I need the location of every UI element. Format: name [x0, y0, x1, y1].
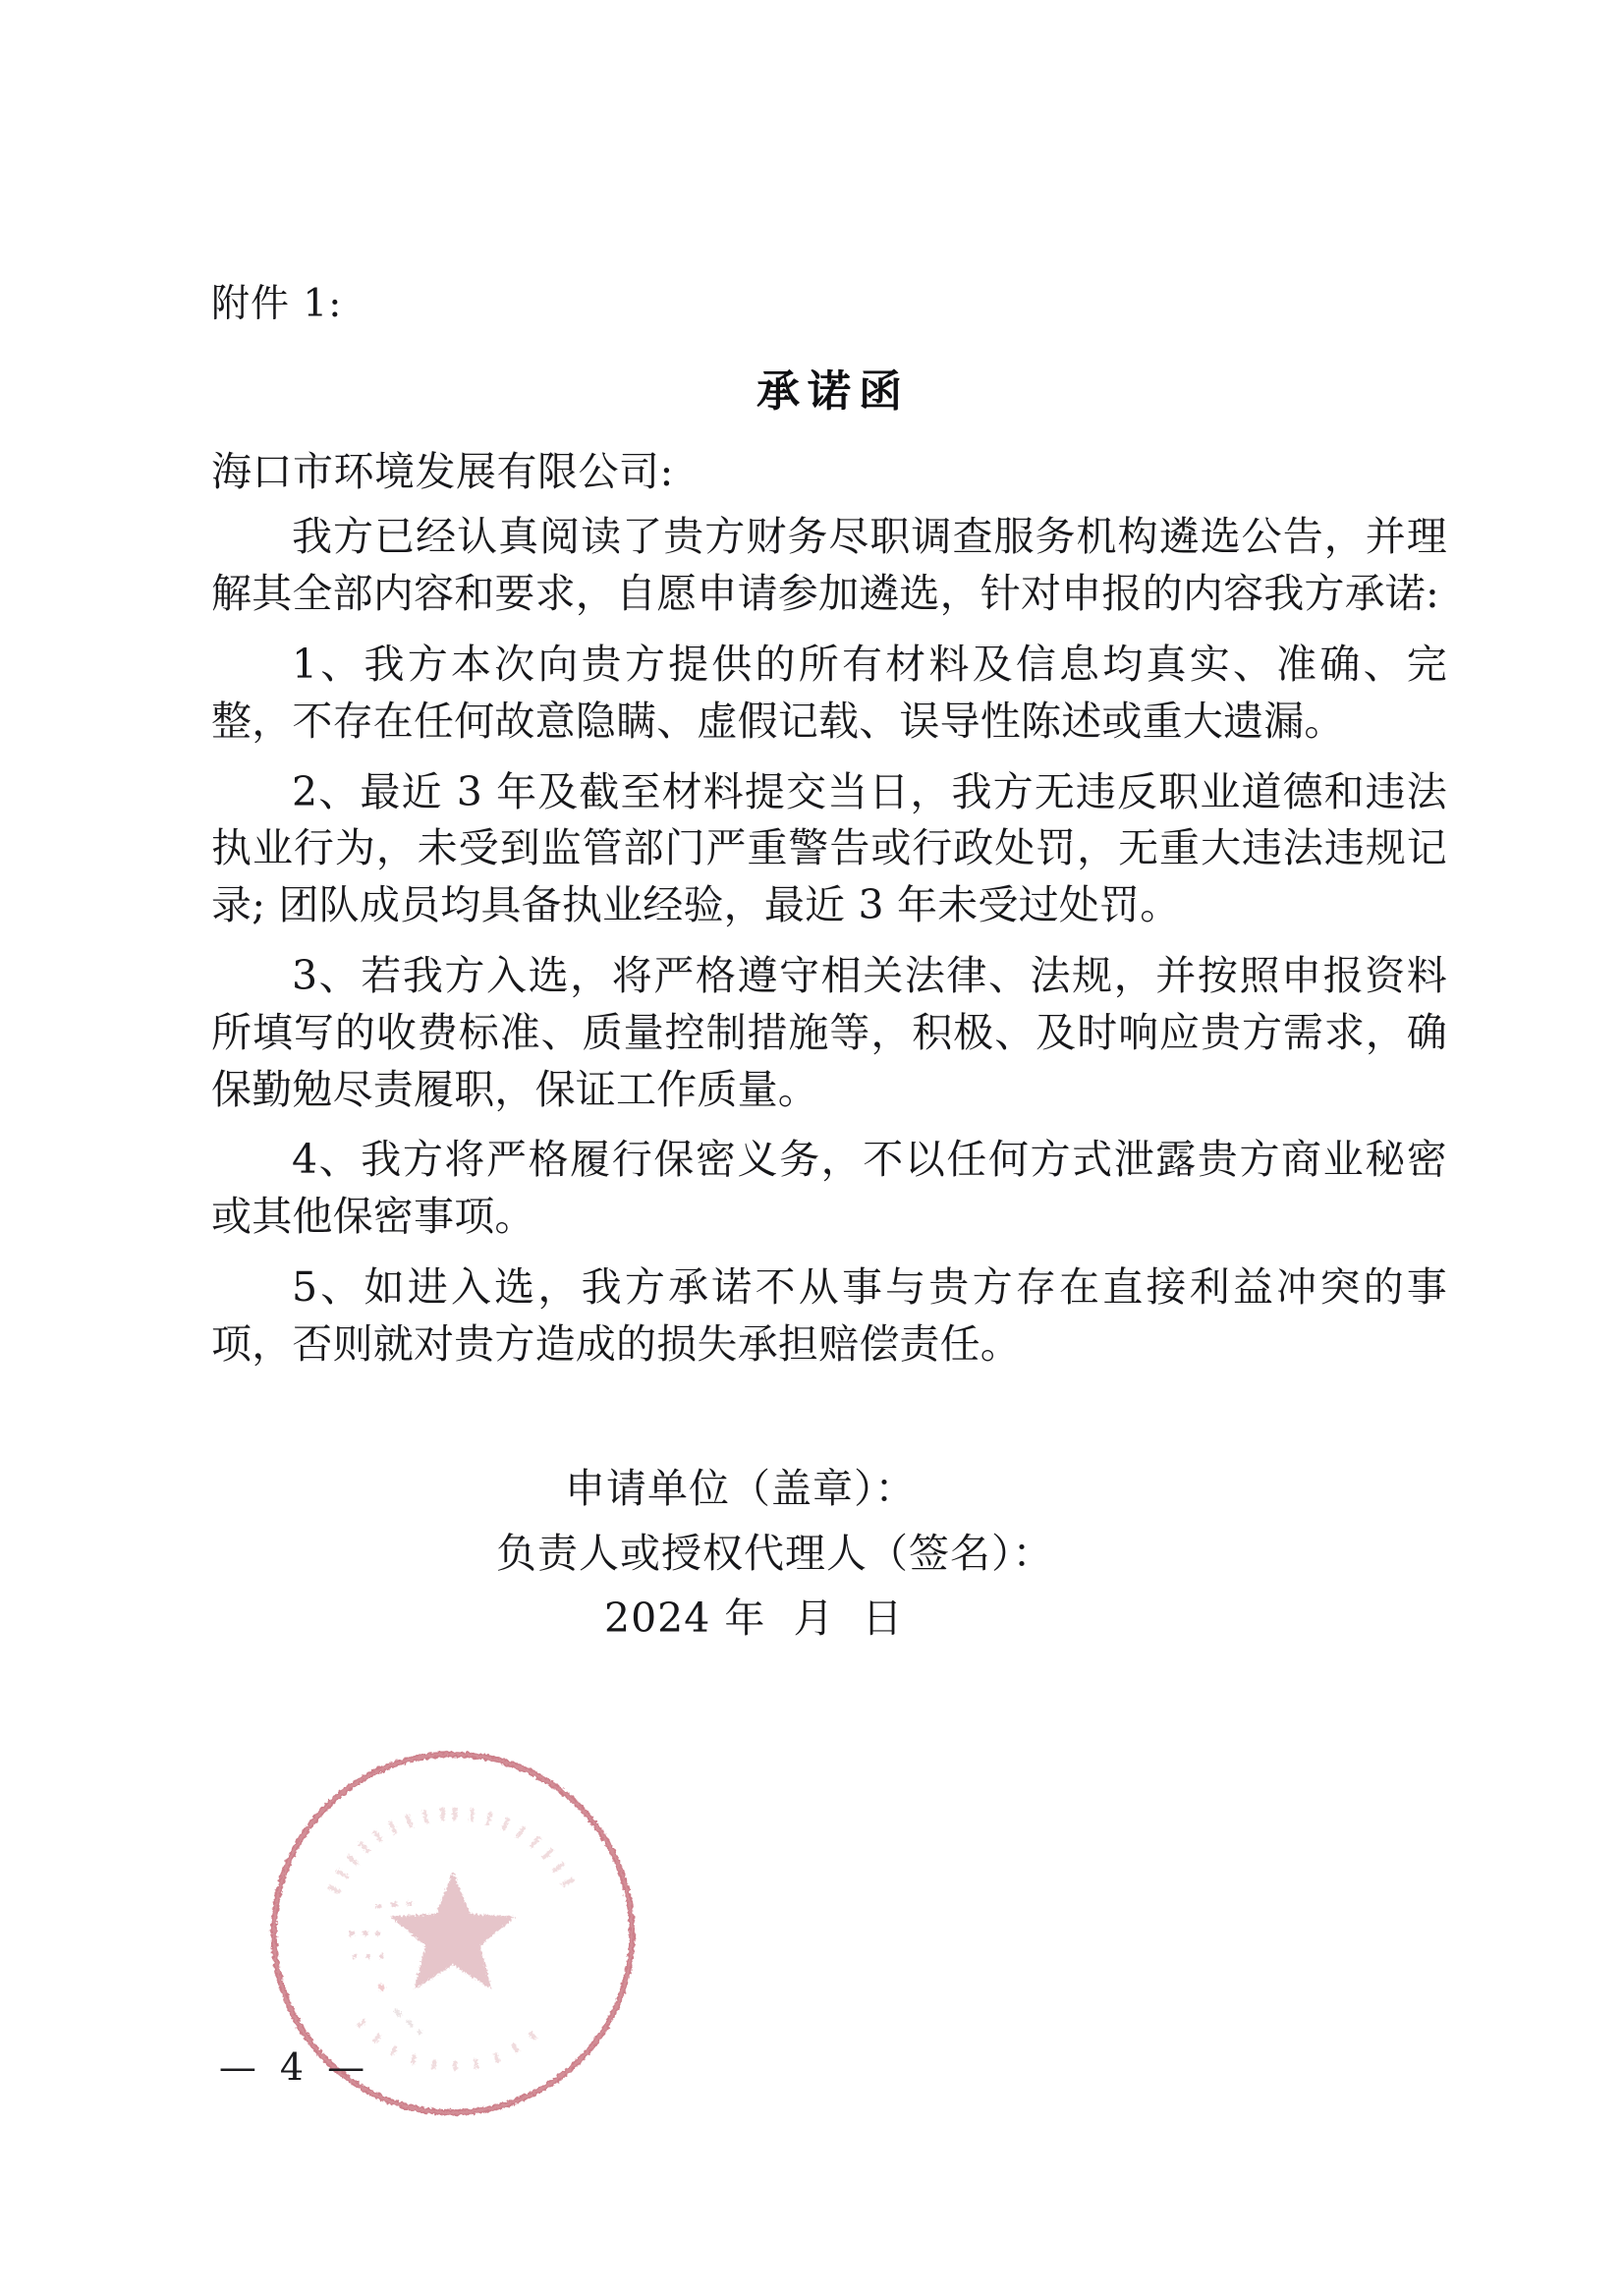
attachment-label: 附件 1:: [211, 282, 343, 326]
signature-date: 2024 年 月 日: [604, 1595, 904, 1643]
document-content: [211, 0, 1447, 1651]
seal-star: [390, 1872, 515, 1989]
seal-arc-text: [333, 1814, 572, 2065]
paragraph-intro: 我方已经认真阅读了贵方财务尽职调查服务机构遴选公告，并理解其全部内容和要求，自愿申请参加遴选，针对申报的内容我方承诺:: [211, 513, 1447, 618]
signature-representative: 负责人或授权代理人（签名）：: [496, 1529, 1054, 1577]
page-title: 承诺函: [756, 366, 910, 417]
paragraph-item-1: 1、我方本次向贵方提供的所有材料及信息均真实、准确、完整，不存在任何故意隐瞒、虚假记载、误导性陈述或重大遗漏。: [211, 640, 1447, 745]
paragraph-item-2: 2、最近 3 年及截至材料提交当日，我方无违反职业道德和违法执业行为，未受到监管部门严重警告或行政处罚，无重大违法违规记录; 团队成员均具备执业经验，最近 3 年未受过处罚。: [211, 767, 1447, 929]
seal-inner-marks: [349, 1903, 421, 2034]
paragraph-item-3: 3、若我方入选，将严格遵守相关法律、法规，并按照申报资料所填写的收费标准、质量控制措施等，积极、及时响应贵方需求，确保勤勉尽责履职，保证工作质量。: [211, 951, 1447, 1113]
signature-block: [211, 1373, 1447, 1651]
signature-applicant-unit: 申请单位（盖章）：: [565, 1464, 917, 1512]
paragraph-item-5: 5、如进入选，我方承诺不从事与贵方存在直接利益冲突的事项，否则就对贵方造成的损失承担赔偿责任。: [211, 1262, 1447, 1368]
paragraph-item-4: 4、我方将严格履行保密义务，不以任何方式泄露贵方商业秘密或其他保密事项。: [211, 1136, 1447, 1241]
page-number-footer: — 4 —: [218, 2045, 371, 2089]
addressee-line: 海口市环境发展有限公司:: [211, 448, 674, 495]
